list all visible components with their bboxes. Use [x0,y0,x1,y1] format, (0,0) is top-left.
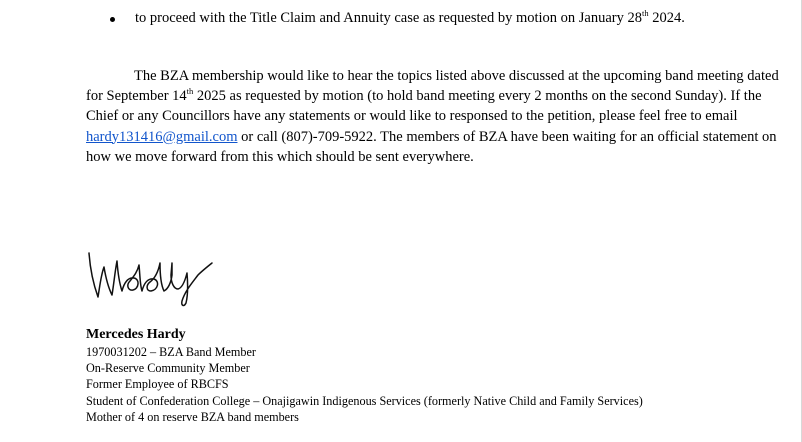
bullet-text-main: to proceed with the Title Claim and Annuity case as requested by motion on January 28 [135,10,643,26]
bullet-icon [110,17,115,22]
signer-detail-line: Former Employee of RBCFS [86,377,229,392]
signature-block [86,326,643,425]
bullet-text [135,9,785,28]
paragraph-text-1: The BZA membership would like to hear the topics listed above discussed at the upcoming band meeting dated for September 14 [86,68,779,105]
signer-detail-line: On-Reserve Community Member [86,361,250,376]
paragraph-text-2: 2025 as requested by motion (to hold band meeting every 2 months on the second Sunday). If the Chief or any Councillors have any statements or would like to responsed to the petition, please feel free to email [86,88,762,125]
bullet-superscript: th [642,8,649,18]
signer-detail-line: 1970031202 – BZA Band Member [86,345,256,359]
signer-detail-line: Student of Confederation College – Onajigawin Indigenous Services (formerly Native Child and Family Services) [86,393,643,408]
signer-detail-line: Mother of 4 on reserve BZA band members [86,409,299,424]
body-paragraph [86,66,786,167]
signer-name: Mercedes Hardy [86,327,186,342]
bullet-text-tail: 2024. [648,10,685,26]
email-link[interactable]: hardy131416@gmail.com [86,128,238,145]
paragraph-text-3: or call (807)-709-5922. The members of BZA have been waiting for an official statement on how we move forward from this which should be sent everywhere. [86,128,777,165]
paragraph-superscript: th [186,86,194,97]
handwritten-signature [84,245,218,307]
